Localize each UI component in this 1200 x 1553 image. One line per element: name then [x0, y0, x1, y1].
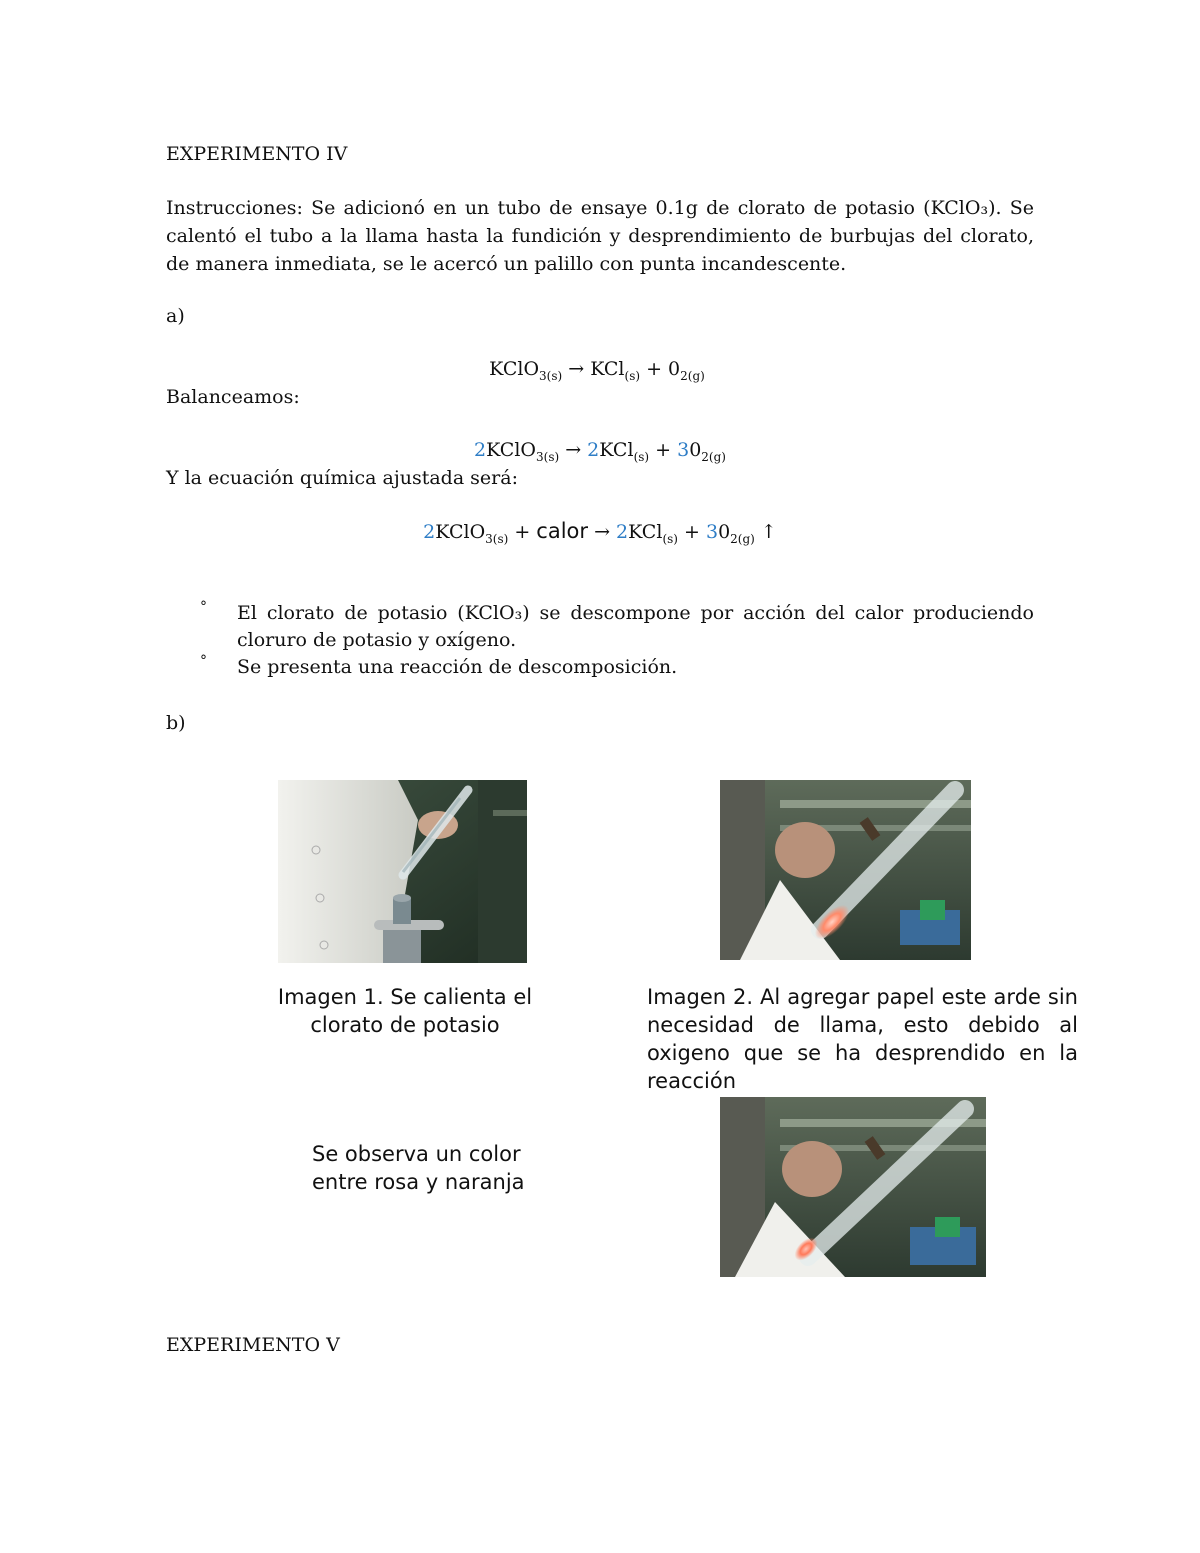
list-item: ° Se presenta una reacción de descomposición. — [200, 654, 1034, 681]
equation-adjusted: 2KClO$_{3(s)}$ + calor → $2KCl_{(s)} + 30_{2(g)}$ ↑ — [423, 519, 777, 546]
photo-heating-chlorate — [278, 780, 527, 963]
bullet-icon: ° — [200, 653, 207, 669]
part-b-label: b) — [166, 712, 186, 734]
equation-unbalanced: KClO$_{3(s)}$ → $KCl_{(s)} + 0_{2(g)}$ — [489, 358, 705, 383]
caption-image-1: Imagen 1. Se calienta el clorato de potasio — [277, 985, 533, 1037]
observations-list — [200, 600, 1034, 681]
photo-heating-chlorate-image — [278, 780, 527, 963]
experiment-5-title: EXPERIMENTO V — [166, 1334, 340, 1356]
caption-image-2: Imagen 2. Al agregar papel este arde sin necesidad de llama, esto debido al oxigeno que se ha desprendido en la reacción — [647, 985, 1078, 1093]
bullet-icon: ° — [200, 599, 207, 615]
photo-glowing-tube — [720, 780, 971, 960]
photo-glowing-tube-closeup-image — [720, 1097, 986, 1277]
caption-observation: Se observa un color entre rosa y naranja — [312, 1142, 525, 1194]
experiment-4-title: EXPERIMENTO IV — [166, 143, 348, 165]
equation-balanced: 2KClO$_{3(s)}$ → $2KCl_{(s)} + 30_{2(g)}$ — [474, 439, 726, 464]
photo-glowing-tube-closeup — [720, 1097, 986, 1277]
part-a-label: a) — [166, 305, 185, 327]
balance-label: Balanceamos: — [166, 386, 300, 408]
instructions-paragraph: Instrucciones: Se adicionó en un tubo de ensaye 0.1g de clorato de potasio (KClO₃). Se calentó el tubo a la llama hasta la fundición y desprendimiento de burbujas del clorato, de manera inmediata, se le acercó un palillo con punta incandescente. — [166, 197, 1034, 275]
list-item: ° El clorato de potasio (KClO₃) se descompone por acción del calor produciendo cloruro de potasio y oxígeno. — [200, 600, 1034, 654]
adjusted-label: Y la ecuación química ajustada será: — [166, 467, 518, 489]
photo-glowing-tube-image — [720, 780, 971, 960]
